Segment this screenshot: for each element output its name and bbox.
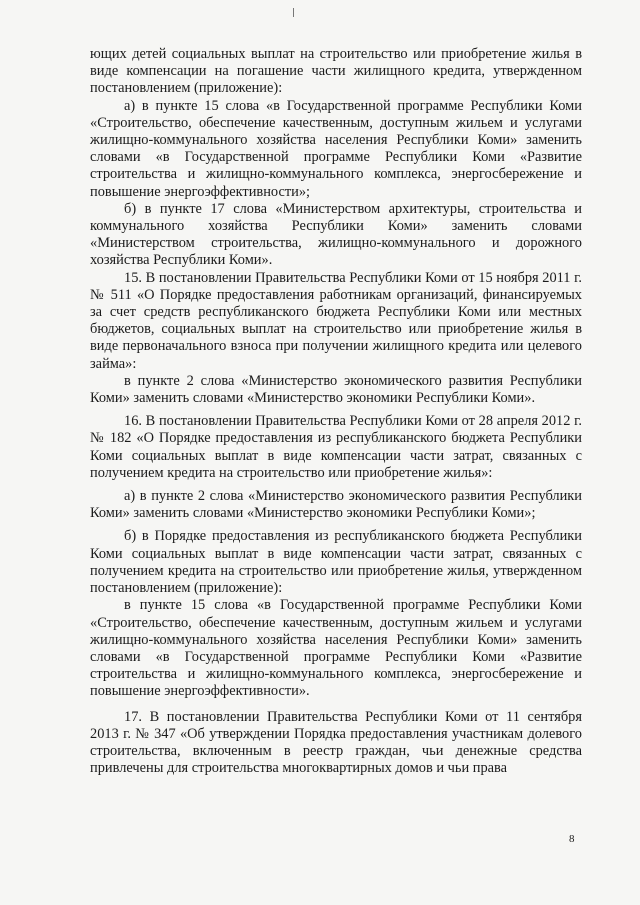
document-body xyxy=(90,46,582,777)
paragraph-item-15-point-2: в пункте 2 слова «Министерство экономического развития Республики Коми» заменить словами «Министерство экономики Республики Коми». xyxy=(90,372,582,407)
paragraph-continuation: ющих детей социальных выплат на строительство или приобретение жилья в виде компенсации на погашение части жилищного кредита, утвержденном постановлением (приложение): xyxy=(90,46,582,97)
paragraph-section-15: 15. В постановлении Правительства Республики Коми от 15 ноября 2011 г. № 511 «О Порядке предоставления работникам организаций, финансируемых за счет средств республиканского бюджета Республики Коми или местных бюджетов, социальных выплат на строительство или приобретение жилья в виде первоначального взноса при получении жилищного кредита или целевого займа»: xyxy=(90,269,582,372)
paragraph-item-16-point-15: в пункте 15 слова «в Государственной программе Республики Коми «Строительство, обеспечение качественным, доступным жильем и услугами жилищно-коммунального хозяйства населения Республики Коми» заменить словами «в Государственной программе Республики Коми «Развитие строительства и жилищно-коммунального комплекса, энергосбережение и повышение энергоэффективности». xyxy=(90,597,582,700)
paragraph-section-17: 17. В постановлении Правительства Республики Коми от 11 сентября 2013 г. № 347 «Об утверждении Порядка предоставления участникам долевого строительства, включенным в реестр граждан, чьи денежные средства привлечены для строительства многоквартирных домов и чьи права xyxy=(90,708,582,777)
paragraph-item-a-1: а) в пункте 15 слова «в Государственной программе Республики Коми «Строительство, обеспечение качественным, доступным жильем и услугами жилищно-коммунального хозяйства населения Республики Коми» заменить словами «в Государственной программе Республики Коми «Развитие строительства и жилищно-коммунального комплекса, энергосбережение и повышение энергоэффективности»; xyxy=(90,97,582,200)
paragraph-item-16-b: б) в Порядке предоставления из республиканского бюджета Республики Коми социальных выплат в виде компенсации части затрат, связанных с получением кредита на строительство или приобретение жилья, утвержденном постановлением (приложение): xyxy=(90,528,582,597)
paragraph-item-b-1: б) в пункте 17 слова «Министерством архитектуры, строительства и коммунального хозяйства Республики Коми» заменить словами «Министерством строительства, жилищно-коммунального и дорожного хозяйства Республики Коми». xyxy=(90,200,582,269)
scan-mark xyxy=(293,8,294,17)
paragraph-section-16: 16. В постановлении Правительства Республики Коми от 28 апреля 2012 г. № 182 «О Порядке предоставления из республиканского бюджета Республики Коми социальных выплат в виде компенсации части затрат, связанных с получением кредита на строительство или приобретение жилья»: xyxy=(90,413,582,481)
page-number: 8 xyxy=(569,833,575,845)
paragraph-item-16-a: а) в пункте 2 слова «Министерство экономического развития Республики Коми» заменить словами «Министерство экономики Республики Коми»; xyxy=(90,488,582,522)
